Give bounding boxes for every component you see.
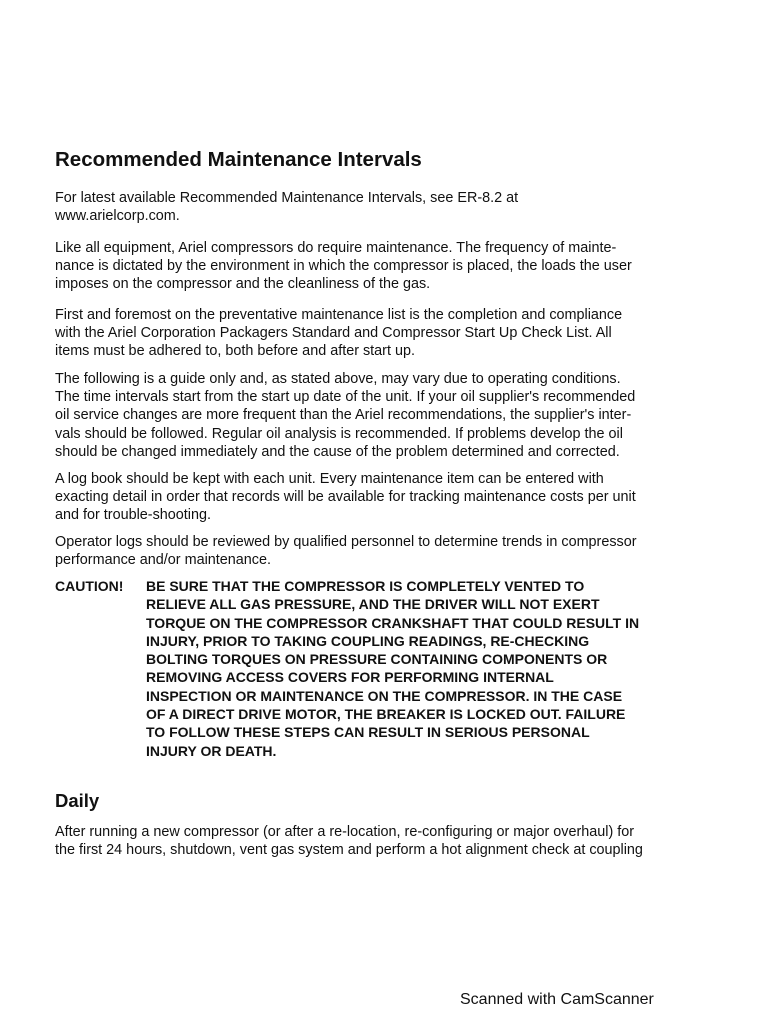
paragraph-line: The following is a guide only and, as stated above, may vary due to operating conditions. [55,371,621,387]
paragraph-guide-intervals [55,370,727,461]
page-title: Recommended Maintenance Intervals [55,148,422,171]
caution-line: INSPECTION OR MAINTENANCE ON THE COMPRESSOR. IN THE CASE [146,687,623,704]
paragraph-line: with the Ariel Corporation Packagers Standard and Compressor Start Up Check List. All [55,325,612,342]
paragraph-line: First and foremost on the preventative maintenance list is the completion and compliance [55,307,623,323]
paragraph-line: imposes on the compressor and the cleanliness of the gas. [55,276,431,293]
paragraph-line: For latest available Recommended Maintenance Intervals, see ER-8.2 at [55,190,519,206]
caution-warning-text [146,577,726,760]
daily-heading: Daily [55,790,100,811]
paragraph-line: items must be adhered to, both before and after start up. [55,343,415,360]
paragraph-line: oil service changes are more frequent than the Ariel recommendations, the supplier's inter- [55,407,632,424]
paragraph-line: A log book should be kept with each unit. Every maintenance item can be entered with [55,471,604,487]
paragraph-log-book [55,470,727,525]
paragraph-daily [55,823,727,859]
website-link[interactable]: www.arielcorp.com. [55,208,180,225]
caution-line: BOLTING TORQUES ON PRESSURE CONTAINING COMPONENTS OR [146,651,608,668]
caution-label: CAUTION! [55,578,124,594]
caution-line: INJURY, PRIOR TO TAKING COUPLING READINGS, RE-CHECKING [146,632,590,649]
paragraph-preventative-list [55,306,727,361]
caution-line: INJURY OR DEATH. [146,742,277,759]
paragraph-operator-logs [55,533,727,569]
paragraph-equipment-maintenance [55,239,727,294]
caution-line: REMOVING ACCESS COVERS FOR PERFORMING INTERNAL [146,669,554,686]
paragraph-line: and for trouble-shooting. [55,507,211,524]
paragraph-line: Like all equipment, Ariel compressors do require maintenance. The frequency of mainte- [55,240,617,256]
caution-line: BE SURE THAT THE COMPRESSOR IS COMPLETELY VENTED TO [146,578,585,594]
paragraph-line: the first 24 hours, shutdown, vent gas system and perform a hot alignment check at coupling [55,842,643,859]
paragraph-latest-intervals [55,189,727,225]
paragraph-line: exacting detail in order that records will be available for tracking maintenance costs per unit [55,489,636,506]
paragraph-line: performance and/or maintenance. [55,552,271,569]
caution-line: RELIEVE ALL GAS PRESSURE, AND THE DRIVER WILL NOT EXERT [146,596,600,613]
caution-line: TO FOLLOW THESE STEPS CAN RESULT IN SERIOUS PERSONAL [146,724,590,741]
paragraph-line: The time intervals start from the start up date of the unit. If your oil supplier's recommended [55,389,636,406]
paragraph-line: should be changed immediately and the cause of the problem determined and corrected. [55,443,620,460]
paragraph-line: After running a new compressor (or after a re-location, re-configuring or major overhaul) for [55,824,635,840]
camscanner-watermark: Scanned with CamScanner [460,991,654,1008]
paragraph-line: vals should be followed. Regular oil analysis is recommended. If problems develop the oil [55,425,623,442]
caution-line: OF A DIRECT DRIVE MOTOR, THE BREAKER IS LOCKED OUT. FAILURE [146,706,626,723]
caution-line: TORQUE ON THE COMPRESSOR CRANKSHAFT THAT COULD RESULT IN [146,614,640,631]
paragraph-line: nance is dictated by the environment in which the compressor is placed, the loads the user [55,258,632,275]
paragraph-line: Operator logs should be reviewed by qualified personnel to determine trends in compressor [55,534,637,550]
